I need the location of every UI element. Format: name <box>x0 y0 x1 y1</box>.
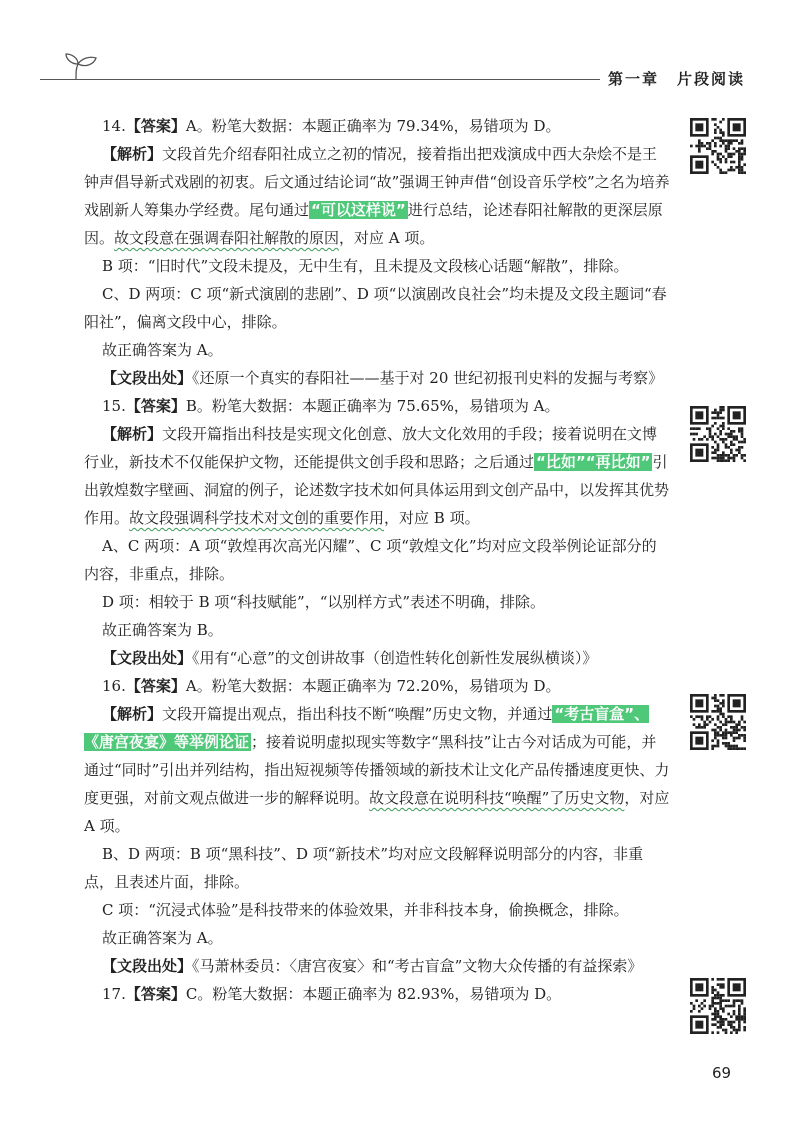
chapter-label: 第一章 <box>608 70 660 88</box>
q14-option-b: B 项：“旧时代”文段未提及，无中生有，且未提及文段核心话题“解散”，排除。 <box>102 257 629 275</box>
answer-tag: 【答案】 <box>125 985 186 1003</box>
analysis-tag: 【解析】 <box>102 705 163 723</box>
key-sentence: 故文段意在说明科技“唤醒”了历史文物 <box>369 789 625 807</box>
q16-conclusion: 故正确答案为 A。 <box>102 929 223 947</box>
q15-option-d: D 项：相较于 B 项“科技赋能”，“以别样方式”表述不明确，排除。 <box>102 593 546 611</box>
analysis-tag: 【解析】 <box>102 145 163 163</box>
header-title <box>608 68 745 89</box>
page-number: 69 <box>712 1064 732 1082</box>
q15-answer: 15.【答案】B。粉笔大数据：本题正确率为 75.65%，易错项为 A。 <box>102 397 560 415</box>
q14-answer: 14.【答案】A。粉笔大数据：本题正确率为 79.34%，易错项为 D。 <box>102 117 561 135</box>
section-label: 片段阅读 <box>677 70 746 88</box>
qr-code-icon[interactable] <box>690 118 746 174</box>
answer-tag: 【答案】 <box>125 397 186 415</box>
q17-answer: 17.【答案】C。粉笔大数据：本题正确率为 82.93%，易错项为 D。 <box>102 985 562 1003</box>
source-tag: 【文段出处】 <box>102 957 193 975</box>
q16-source: 【文段出处】《马萧林委员：〈唐宫夜宴〉和“考古盲盒”文物大众传播的有益探索》 <box>102 957 643 975</box>
highlight: “可以这样说” <box>311 201 406 219</box>
source-tag: 【文段出处】 <box>102 649 193 667</box>
q14-option-cd: C、D 两项：C 项“新式演剧的悲剧”、D 项“以演剧改良社会”均未提及文段主题词“春阳社”，偏离文段中心，排除。 <box>84 285 667 331</box>
q16-option-bd: B、D 两项：B 项“黑科技”、D 项“新技术”均对应文段解释说明部分的内容，非重点，且表述片面，排除。 <box>84 845 644 891</box>
answer-tag: 【答案】 <box>125 117 186 135</box>
analysis-tag: 【解析】 <box>102 425 163 443</box>
qr-code-icon[interactable] <box>690 694 746 750</box>
q16-analysis: 【解析】文段开篇提出观点，指出科技不断“唤醒”历史文物，并通过 “考古盲盒”、《唐宫夜宴》等举例论证 ；接着说明虚拟现实等数字“黑科技”让古今对话成为可能，并通过“同时”引出并列结构，指出短视频等传播领域的新技术让文化产品传播速度更快、力度更强，对前文观点做进一步的解释说明。故文段意在说明科技“唤醒”了历史文物，对应 A 项。 <box>84 705 670 835</box>
q16-option-c: C 项：“沉浸式体验”是科技带来的体验效果，并非科技本身，偷换概念，排除。 <box>102 901 629 919</box>
q14-analysis: 【解析】文段首先介绍春阳社成立之初的情况，接着指出把戏演成中西大杂烩不是王钟声倡导新式戏剧的初衷。后文通过结论词“故”强调王钟声借“创设音乐学校”之名为培养戏剧新人筹集办学经费。尾句通过 “可以这样说” 进行总结，论述春阳社解散的更深层原因。故文段意在强调春阳社解散的原因，对应 A 项。 <box>84 145 670 247</box>
page-header <box>0 0 800 100</box>
q14-conclusion: 故正确答案为 A。 <box>102 341 223 359</box>
sprout-leaf-icon <box>62 52 102 82</box>
q14-source: 【文段出处】《还原一个真实的春阳社——基于对 20 世纪初报刊史料的发掘与考察》 <box>102 369 664 387</box>
source-tag: 【文段出处】 <box>102 369 193 387</box>
q15-analysis: 【解析】文段开篇指出科技是实现文化创意、放大文化效用的手段；接着说明在文博行业，新技术不仅能保护文物，还能提供文创手段和思路；之后通过 “比如”“再比如” 引出敦煌数字壁画、洞窟的例子，论述数字技术如何具体运用到文创产品中，以发挥其优势作用。故文段强调科学技术对文创的重要作用，对应 B 项。 <box>84 425 670 527</box>
answer-tag: 【答案】 <box>125 677 186 695</box>
page-content <box>84 112 670 1008</box>
header-rule <box>40 79 600 80</box>
q15-source: 【文段出处】《用有“心意”的文创讲故事（创造性转化创新性发展纵横谈）》 <box>102 649 598 667</box>
qr-code-icon[interactable] <box>690 978 746 1034</box>
key-sentence: 故文段强调科学技术对文创的重要作用 <box>129 509 385 527</box>
highlight: “考古盲盒”、《唐宫夜宴》等举例论证 <box>84 705 650 751</box>
q15-option-ac: A、C 两项：A 项“敦煌再次高光闪耀”、C 项“敦煌文化”均对应文段举例论证部分的内容，非重点，排除。 <box>84 537 657 583</box>
q16-answer: 16.【答案】A。粉笔大数据：本题正确率为 72.20%，易错项为 D。 <box>102 677 561 695</box>
key-sentence: 故文段意在强调春阳社解散的原因 <box>114 229 340 247</box>
qr-code-icon[interactable] <box>690 406 746 462</box>
highlight: “比如”“再比如” <box>536 453 651 471</box>
q15-conclusion: 故正确答案为 B。 <box>102 621 223 639</box>
